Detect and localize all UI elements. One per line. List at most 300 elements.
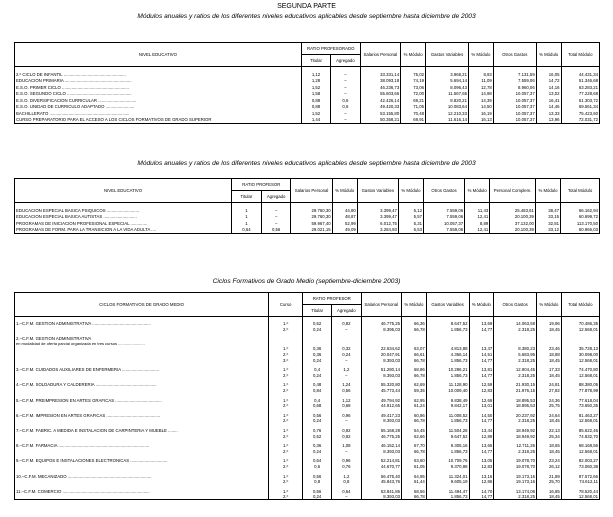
gastos-var-value: 1.856,73: [426, 494, 469, 500]
titular-value: 0,24: [303, 327, 332, 333]
titular-value: 0,88: [301, 97, 330, 104]
titular-value: 0,24: [303, 418, 332, 424]
otros-value: 8.380,23: [494, 346, 537, 352]
gastos-var-value: 9.647,52: [426, 433, 469, 439]
t3-head-gastos-var: Gastos Variables: [426, 293, 469, 317]
row-label: E.S.O. DIVERSIFICACION CURRICULAR ................................: [15, 97, 302, 104]
gastos-var-value: 5.694,14: [426, 78, 469, 85]
pct-value: 12,83: [469, 388, 494, 394]
salarios-value: 55.168,28: [361, 428, 402, 434]
total-value: 74.832,70: [561, 433, 599, 439]
agregado-value: –: [332, 494, 361, 500]
pct-value: 11,43: [465, 207, 490, 214]
pct-value: 26,12: [537, 464, 562, 470]
group-label: 9.–C.F.M. EQUIPOS E INSTALACIONES ELECTRONICAS ...............................: [15, 458, 269, 464]
titular-value: 1: [232, 214, 262, 221]
gastos-var-value: 8.820,21: [426, 97, 469, 104]
otros-value: 20.237,92: [494, 413, 537, 419]
salarios-value: 38.093,18: [360, 78, 401, 85]
table2-title: Módulos anuales y ratios de los diferentes niveles educativos aplicables desde septiembre hasta diciembre de 2003: [137, 160, 476, 167]
gastos-var-value: 1.856,73: [426, 418, 469, 424]
titular-value: 0,4: [303, 397, 332, 403]
titular-value: 0,68: [303, 403, 332, 409]
pct-value: 12,41: [465, 227, 490, 234]
total-value: 73.060,38: [561, 464, 599, 470]
pct-value: 5,12: [398, 207, 423, 214]
pct-value: 62,66: [402, 433, 427, 439]
pct-value: 12,83: [469, 464, 494, 470]
total-value: 51.346,68: [561, 78, 599, 85]
titular-value: 0,56: [303, 473, 332, 479]
salarios-value: 20.047,91: [361, 352, 402, 358]
t2-head-total: Total Módulo: [561, 179, 600, 203]
group-sublabel: en modalidad de oferta parcial organizada en tres cursos ........................: [15, 341, 269, 346]
titular-value: 0,88: [301, 104, 330, 111]
group-label: 11.–C.F.M. COMERCIO .........................................................................: [15, 488, 269, 494]
agregado-value: –: [261, 207, 291, 214]
gastos-var-value: 11.128,90: [426, 382, 469, 388]
salarios-value: 29.760,30: [291, 214, 332, 221]
otros-value: 12.711,26: [494, 443, 537, 449]
salarios-value: 53.155,80: [360, 110, 401, 117]
salarios-value: 49.417,23: [361, 413, 402, 419]
curso-value: 3.º: [269, 357, 303, 363]
agregado-value: 1,24: [332, 382, 361, 388]
pct-value: 14,77: [469, 373, 494, 379]
pct-value: 18,45: [537, 418, 562, 424]
pct-value: 14,39: [468, 97, 493, 104]
t2-head-titular: Titular: [232, 191, 262, 203]
salarios-value: 8.393,03: [361, 418, 402, 424]
titular-value: 0,52: [303, 321, 332, 327]
pct-value: 33,12: [535, 227, 560, 234]
total-value: 77.228,68: [561, 91, 599, 98]
curso-value: 1.º: [269, 488, 303, 494]
otros-value: 7.559,06: [423, 214, 464, 221]
curso-value: 1.º: [269, 382, 303, 388]
total-value: 113.170,50: [561, 220, 600, 227]
pct-value: 19,96: [537, 321, 562, 327]
agregado-value: 0,32: [332, 346, 361, 352]
gastos-var-value: 1.856,73: [426, 327, 469, 333]
titular-value: 0,76: [303, 428, 332, 434]
total-value: 77.878,99: [561, 388, 599, 394]
row-label: E.S.O. SEGUNDO CICLO ......................................................: [15, 91, 302, 98]
pct-value: 13,01: [469, 403, 494, 409]
agregado-value: 0,56: [261, 227, 291, 234]
otros-value: 7.131,59: [493, 71, 536, 78]
total-value: 61.303,72: [561, 97, 599, 104]
pct-value: 13,69: [469, 321, 494, 327]
otros-value: 13.174,06: [494, 488, 537, 494]
pct-value: 13,65: [469, 443, 494, 449]
otros-value: 18.895,53: [494, 403, 537, 409]
titular-value: 0,56: [303, 413, 332, 419]
total-value: 60.966,03: [561, 227, 600, 234]
total-value: 70.486,35: [561, 321, 599, 327]
agregado-value: –: [332, 418, 361, 424]
salarios-value: 44.670,77: [361, 464, 402, 470]
pct-value: 70,48: [401, 110, 426, 117]
curso-value: 2.º: [269, 352, 303, 358]
pct-value: 16,05: [536, 71, 561, 78]
complem-value: 25.483,61: [490, 207, 536, 214]
titular-value: 0,24: [303, 449, 332, 455]
table-3: [14, 292, 600, 500]
row-label: EDUCACION ESPECIAL BASICA AUTISTAS ............................: [15, 214, 232, 221]
otros-value: 10.057,37: [493, 91, 536, 98]
salarios-value: 55.603,66: [360, 91, 401, 98]
pct-value: 64,95: [402, 473, 427, 479]
agregado-value: –: [332, 357, 361, 363]
agregado-value: –: [332, 327, 361, 333]
agregado-value: 0,92: [332, 321, 361, 327]
pct-value: 18,88: [537, 352, 562, 358]
titular-value: 0,24: [303, 357, 332, 363]
t2-head-pct3: % Módulo: [465, 179, 490, 203]
otros-value: 19.173,16: [494, 479, 537, 485]
t1-head-total: Total Módulo: [561, 43, 599, 67]
pct-value: 14,50: [469, 413, 494, 419]
pct-value: 22,13: [537, 428, 562, 434]
t3-head-total: Total Módulo: [561, 293, 599, 317]
salarios-value: 51.280,14: [361, 367, 402, 373]
curso-value: 1.º: [269, 413, 303, 419]
otros-value: 19.173,16: [494, 473, 537, 479]
agregado-value: 0,92: [332, 433, 361, 439]
pct-value: 63,07: [402, 346, 427, 352]
pct-value: 48,87: [332, 214, 357, 221]
pct-value: 18,45: [537, 327, 562, 333]
pct-value: 66,78: [402, 449, 427, 455]
pct-value: 18,45: [537, 449, 562, 455]
row-label: E.S.O. PRIMER CICLO ........................................................: [15, 84, 302, 91]
titular-value: 0,52: [303, 433, 332, 439]
pct-value: 25,75: [537, 403, 562, 409]
gastos-var-value: 11.494,47: [426, 488, 469, 494]
salarios-value: 46.775,25: [361, 321, 402, 327]
titular-value: 0,48: [303, 382, 332, 388]
pct-value: 24,64: [537, 413, 562, 419]
otros-value: 21.976,15: [494, 388, 537, 394]
total-value: 82.003,27: [561, 458, 599, 464]
t1-head-ratio: RATIO PROFESORADO: [301, 43, 360, 55]
t3-head-agregado: Agregado: [332, 305, 361, 317]
salarios-value: 8.393,03: [361, 357, 402, 363]
pct-value: 66,78: [402, 357, 427, 363]
total-value: 87.572,66: [561, 473, 599, 479]
curso-value: 2.º: [269, 388, 303, 394]
salarios-value: 53.841,86: [361, 488, 402, 494]
total-value: 12.568,01: [561, 373, 599, 379]
pct-value: 60,86: [402, 413, 427, 419]
pct-value: 18,45: [537, 494, 562, 500]
gastos-var-value: 11.616,14: [426, 117, 469, 124]
agregado-value: 1,2: [332, 367, 361, 373]
gastos-var-value: 10.286,21: [426, 367, 469, 373]
t1-head-agregado: Agregado: [331, 55, 360, 67]
pct-value: 68,56: [402, 488, 427, 494]
table-1: [14, 42, 600, 124]
gastos-var-value: 12.210,33: [426, 110, 469, 117]
row-label: CURSO PREPARATORIO PARA EL ACCESO A LOS CICLOS FORMATIVOS DE GRADO SUPERIOR: [15, 117, 302, 124]
pct-value: 5,57: [398, 214, 423, 221]
salarios-value: 8.393,03: [361, 494, 402, 500]
pct-value: 12,86: [469, 479, 494, 485]
salarios-value: 8.395,03: [361, 327, 402, 333]
pct-value: 66,36: [402, 321, 427, 327]
group-label: 2.–C.F.M. GESTION ADMINISTRATIVA: [15, 336, 269, 341]
pct-value: 17,33: [537, 367, 562, 373]
otros-value: 2.318,25: [494, 373, 537, 379]
pct-value: 25,70: [537, 479, 562, 485]
curso-value: 2.º: [269, 373, 303, 379]
titular-value: 0,56: [303, 488, 332, 494]
agregado-value: 0,96: [332, 458, 361, 464]
gastos-var-value: 10.709,76: [426, 458, 469, 464]
otros-value: 14.063,58: [494, 321, 537, 327]
agregado-value: –: [331, 84, 360, 91]
pct-value: 16,19: [468, 110, 493, 117]
gastos-var-value: 9.842,17: [426, 403, 469, 409]
t3-head-ratio: RATIO PROFESOR: [303, 293, 362, 305]
pct-value: 5,53: [398, 227, 423, 234]
otros-value: 2.318,25: [494, 449, 537, 455]
row-label: E.S.O. UNIDAD DE CURRICULO ADAPTADO ........................: [15, 104, 302, 111]
pct-value: 75,02: [401, 71, 426, 78]
t2-head-complem: Personal Complem.: [490, 179, 536, 203]
pct-value: 72,00: [401, 91, 426, 98]
t2-head-nivel: NIVEL EDUCATIVO: [15, 179, 232, 203]
group-label: 7.–C.F.M. FABRIC. A MEDIDA E INSTALACION DE CARPINTERIA Y MUEBLE ........: [15, 428, 269, 434]
titular-value: 1: [232, 220, 262, 227]
titular-value: 1,58: [301, 91, 330, 98]
pct-value: 69,21: [401, 97, 426, 104]
agregado-value: –: [332, 449, 361, 455]
otros-value: 18.895,53: [494, 397, 537, 403]
curso-value: 2.º: [269, 449, 303, 455]
titular-value: 0,6: [303, 464, 332, 470]
pct-value: 13,05: [469, 458, 494, 464]
salarios-value: 46.775,25: [361, 433, 402, 439]
agregado-value: –: [331, 91, 360, 98]
t2-head-agregado: Agregado: [261, 191, 291, 203]
total-value: 81.463,27: [561, 413, 599, 419]
salarios-value: 42.426,14: [360, 97, 401, 104]
pct-value: 49,09: [332, 227, 357, 234]
titular-value: 1,28: [301, 78, 330, 85]
otros-value: 19.078,70: [494, 458, 537, 464]
t3-head-salarios: Salarios Personal: [361, 293, 402, 317]
pct-value: 69,91: [401, 117, 426, 124]
pct-value: 14,77: [469, 327, 494, 333]
table-row: [15, 494, 600, 500]
t3-head-pct2: % Módulo: [469, 293, 494, 317]
agregado-value: 0,96: [332, 413, 361, 419]
agregado-value: 0,24: [332, 352, 361, 358]
titular-value: 0,64: [303, 458, 332, 464]
t2-head-ratio: RATIO PROFESOR: [232, 179, 291, 191]
agregado-value: –: [331, 110, 360, 117]
pct-value: 66,78: [402, 494, 427, 500]
agregado-value: 0,6: [331, 97, 360, 104]
t2-head-pct4: % Módulo: [535, 179, 560, 203]
titular-value: 1: [232, 207, 262, 214]
titular-value: 0,24: [303, 494, 332, 500]
otros-value: 18.949,92: [494, 433, 537, 439]
pct-value: 14,77: [469, 494, 494, 500]
otros-value: 10.057,37: [493, 110, 536, 117]
gastos-var-value: 11.504,26: [426, 428, 469, 434]
pct-value: 68,86: [402, 367, 427, 373]
titular-value: 1,44: [301, 117, 330, 124]
pct-value: 13,16: [469, 473, 494, 479]
total-value: 12.568,01: [561, 494, 599, 500]
pct-value: 21,89: [537, 473, 562, 479]
gastos-var-value: 10.083,64: [426, 104, 469, 111]
pct-value: 66,78: [402, 418, 427, 424]
gastos-var-value: 3.968,21: [426, 71, 469, 78]
pct-value: 13,47: [469, 346, 494, 352]
curso-value: 1.º: [269, 443, 303, 449]
total-value: 66.162,94: [561, 207, 600, 214]
pct-value: 18,65: [537, 443, 562, 449]
table3-title: Ciclos Formativos de Grado Medio (septiembre-diciembre 2003): [212, 278, 401, 285]
total-value: 30.098,00: [561, 352, 599, 358]
salarios-value: 33.331,14: [360, 71, 401, 78]
table1-title: Módulos anuales y ratios de los diferentes niveles educativos aplicables desde septiembre hasta diciembre de 2003: [137, 13, 476, 20]
pct-value: 14,70: [469, 488, 494, 494]
row-label: EDUCACION PRIMARIA ........................................................: [15, 78, 302, 85]
pct-value: 64,45: [402, 428, 427, 434]
t1-head-salarios: Salarios Personal: [360, 43, 401, 67]
t1-head-pct2: % Módulo: [468, 43, 493, 67]
t1-head-pct1: % Módulo: [401, 43, 426, 67]
t2-head-pct2: % Módulo: [398, 179, 423, 203]
t2-head-pct1: % Módulo: [332, 179, 357, 203]
t2-head-otros: Otros Gastos: [423, 179, 464, 203]
complem-value: 37.132,00: [490, 220, 536, 227]
gastos-var-value: 8.096,43: [426, 84, 469, 91]
salarios-value: 8.393,03: [361, 449, 402, 455]
pct-value: 61,24: [402, 403, 427, 409]
titular-value: 0,8: [303, 479, 332, 485]
gastos-var-value: 4.366,14: [426, 352, 469, 358]
t3-head-otros: Otros Gastos: [494, 293, 537, 317]
titular-value: 0,64: [232, 227, 262, 234]
salarios-value: 45.773,44: [361, 388, 402, 394]
pct-value: 14,46: [536, 104, 561, 111]
gastos-var-value: 4.813,88: [426, 346, 469, 352]
agregado-value: –: [261, 220, 291, 227]
agregado-value: 0,68: [332, 403, 361, 409]
titular-value: 1,52: [301, 84, 330, 91]
pct-value: 24,81: [537, 382, 562, 388]
gastos-var-value: 1.856,73: [426, 373, 469, 379]
agregado-value: 1,08: [332, 443, 361, 449]
pct-value: 38,47: [535, 207, 560, 214]
pct-value: 66,61: [402, 352, 427, 358]
pct-value: 62,69: [402, 382, 427, 388]
curso-value: 1.º: [269, 458, 303, 464]
total-value: 77.618,04: [561, 397, 599, 403]
t1-head-gastos-var: Gastos Variables: [426, 43, 469, 67]
titular-value: 0,36: [303, 346, 332, 352]
pct-value: 14,50: [468, 104, 493, 111]
otros-value: 21.930,15: [494, 382, 537, 388]
group-label: 10.–C.F.M. MECANIZADO ......................................................................: [15, 473, 269, 479]
salarios-value: 44.912,65: [361, 403, 402, 409]
total-value: 44.431,34: [561, 71, 599, 78]
total-value: 78.520,44: [561, 488, 599, 494]
agregado-value: 0,64: [332, 488, 361, 494]
gastos-var-value: 6.012,75: [357, 220, 398, 227]
pct-value: 14,16: [536, 84, 561, 91]
pct-value: 18,45: [537, 357, 562, 363]
otros-value: 10.057,37: [493, 104, 536, 111]
agregado-value: 0,56: [332, 388, 361, 394]
gastos-var-value: 8.647,52: [426, 321, 469, 327]
complem-value: 20.100,39: [490, 227, 536, 234]
titular-value: 0,24: [303, 373, 332, 379]
total-value: 12.568,01: [561, 357, 599, 363]
pct-value: 13,81: [469, 367, 494, 373]
curso-value: 2.º: [269, 464, 303, 470]
total-value: 72.031,72: [561, 117, 599, 124]
salarios-value: 46.236,73: [360, 84, 401, 91]
group-label: 8.–C.F.M. FARMACIA ............................................................................: [15, 443, 269, 449]
otros-value: 7.559,06: [423, 207, 464, 214]
gastos-var-value: 11.567,65: [426, 91, 469, 98]
salarios-value: 29.760,30: [291, 207, 332, 214]
group-label: 5.–C.F.M. PREIMPRESION EN ARTES GRAFICAS .......................................: [15, 397, 269, 403]
pct-value: 13,33: [536, 110, 561, 117]
pct-value: 63,60: [402, 458, 427, 464]
pct-value: 14,51: [469, 352, 494, 358]
group-label: 4.–C.F.M. SOLDADURA Y CALDERERIA ...................................................: [15, 382, 269, 388]
pct-value: 14,77: [469, 449, 494, 455]
otros-value: 2.318,25: [494, 327, 537, 333]
total-value: 74.612,11: [561, 479, 599, 485]
pct-value: 12,41: [465, 214, 490, 221]
total-value: 88.380,05: [561, 382, 599, 388]
t3-head-ciclos: CICLOS FORMATIVOS DE GRADO MEDIO: [15, 293, 269, 317]
gastos-var-value: 3.284,93: [357, 227, 398, 234]
total-value: 60.699,72: [561, 214, 600, 221]
total-value: 12.568,01: [561, 418, 599, 424]
pct-value: 25,34: [537, 433, 562, 439]
pct-value: 59,35: [402, 388, 427, 394]
t3-head-curso: Curso: [269, 293, 303, 317]
group-label: 6.–C.F.M. IMPRESION EN ARTES GRAFICAS .............................................: [15, 413, 269, 419]
agregado-value: 0,6: [331, 104, 360, 111]
otros-value: 18.949,92: [494, 428, 537, 434]
t1-head-titular: Titular: [301, 55, 330, 67]
total-value: 85.622,46: [561, 428, 599, 434]
total-value: 63.283,21: [561, 84, 599, 91]
titular-value: 0,36: [303, 443, 332, 449]
table-row: [15, 117, 600, 124]
otros-value: 7.559,06: [423, 227, 464, 234]
salarios-value: 52.214,81: [361, 458, 402, 464]
agregado-value: –: [331, 78, 360, 85]
otros-value: 7.559,06: [493, 78, 536, 85]
agregado-value: 1,12: [332, 397, 361, 403]
pct-value: 11,09: [468, 78, 493, 85]
pct-value: 12,89: [469, 433, 494, 439]
agregado-value: 1,2: [332, 473, 361, 479]
total-value: 69.561,34: [561, 104, 599, 111]
